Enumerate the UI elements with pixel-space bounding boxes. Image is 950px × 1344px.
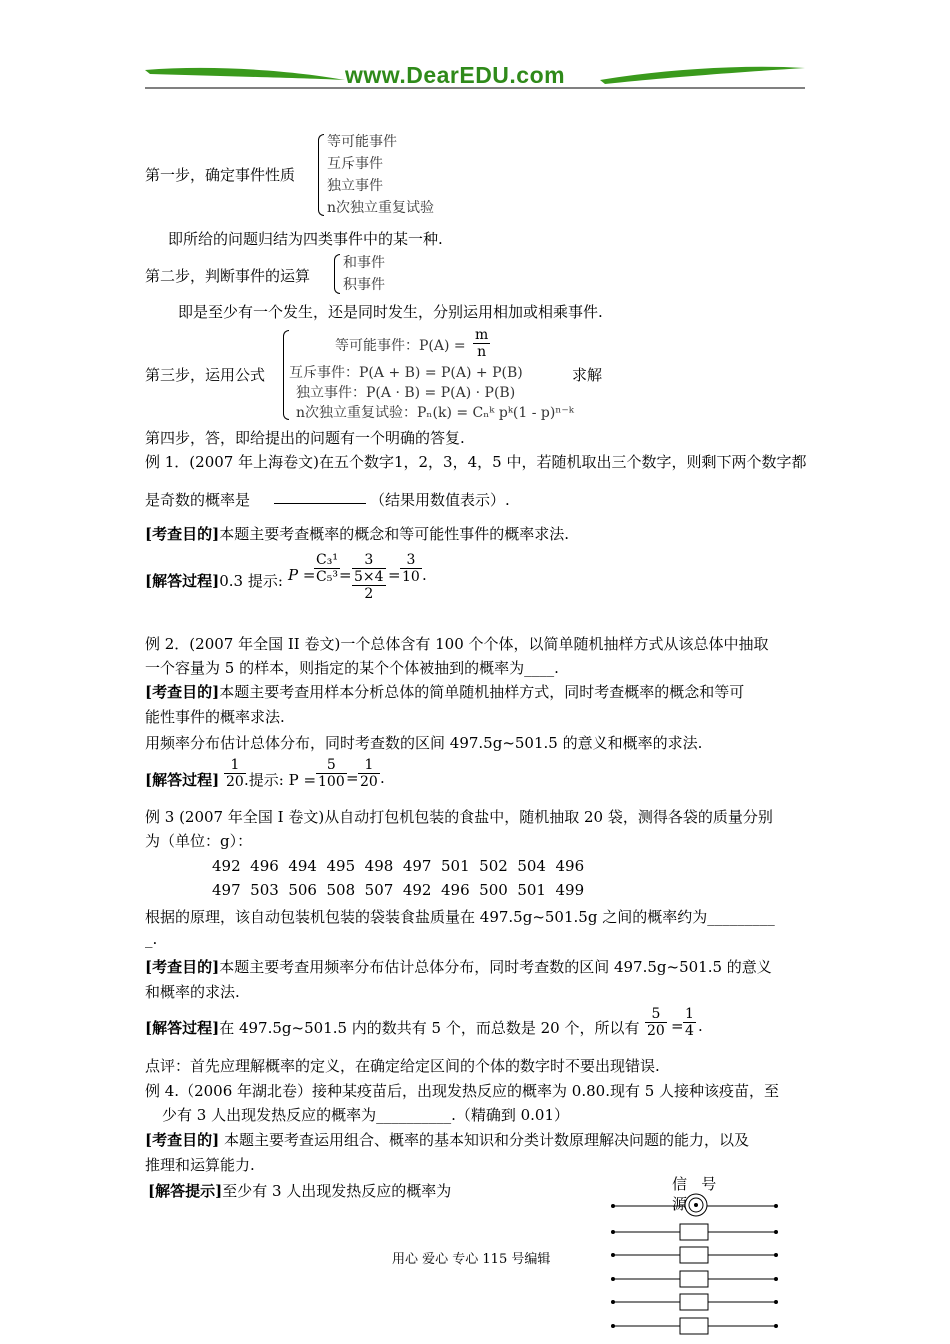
- ex3-data-row2: 497 503 506 508 507 492 496 500 501 499: [212, 881, 585, 899]
- header-logo: [0, 0, 950, 100]
- ex4-purpose-tag: [考查目的]: [145, 1131, 220, 1149]
- ex3-data-row1: 492 496 494 495 498 497 501 502 504 496: [212, 857, 585, 875]
- formula-equal-prob: 等可能事件：P(A) =: [335, 338, 466, 354]
- ex4-line2: 少有 3 人出现发热反应的概率为__________.（精确到 0.01）: [162, 1106, 570, 1124]
- ex1-p-label: P =: [288, 566, 316, 584]
- ex2-hint: .提示: P =: [244, 771, 317, 789]
- ex4-line1: 例 4.（2006 年湖北卷）接种某疫苗后，出现发热反应的概率为 0.80.现有 5 人接种该疫苗，至: [145, 1082, 780, 1100]
- fraction-denominator: 2: [364, 586, 374, 602]
- fraction-numerator: C₃¹: [316, 552, 338, 568]
- step2-item: 和事件: [343, 255, 385, 271]
- period: .: [380, 769, 385, 787]
- equals-sign: =: [339, 566, 352, 584]
- ex1-solve-tag: [解答过程]: [145, 572, 220, 590]
- ex4-purpose1: 本题主要考查运用组合、概率的基本知识和分类计数原理解决问题的能力，以及: [219, 1131, 749, 1149]
- ex4-purpose2: 推理和运算能力.: [145, 1156, 255, 1174]
- fraction-denominator: 10: [402, 569, 420, 585]
- ex3-solve: 在 497.5g~501.5 内的数共有 5 个，而总数是 20 个，所以有: [219, 1019, 640, 1037]
- ex1-purpose-tag: [考查目的]: [145, 525, 220, 543]
- ex3-line1: 例 3 (2007 年全国 I 卷文)从自动打包机包装的食盐中，随机抽取 20 袋，测得各袋的质量分别: [145, 808, 773, 826]
- ex2-line1: 例 2．(2007 年全国 II 卷文)一个总体含有 100 个个体，以简单随机抽样方式从该总体中抽取: [145, 635, 769, 653]
- formula-independent: 独立事件：P(A · B) = P(A) · P(B): [296, 385, 516, 401]
- ex2-purpose-tag: [考查目的]: [145, 683, 220, 701]
- ex3-solve-tag: [解答过程]: [145, 1019, 220, 1037]
- fraction-denominator: 20: [226, 774, 244, 790]
- ex2-answer-frac: [224, 757, 246, 790]
- fraction-numerator: 3: [400, 552, 422, 569]
- fraction-denominator: 20: [360, 774, 378, 790]
- ex1-line2a: 是奇数的概率是: [145, 491, 251, 509]
- formula-fraction-mn: [473, 327, 490, 360]
- ex2-purpose1: 本题主要考查用样本分析总体的简单随机抽样方式，同时考查概率的概念和等可: [219, 683, 745, 701]
- fraction-denominator: C₅³: [316, 569, 338, 585]
- ex3-purpose1: 本题主要考查用频率分布估计总体分布，同时考查数的区间 497.5g~501.5 的意义: [219, 958, 772, 976]
- ex3-frac-b: [683, 1006, 696, 1039]
- ex1-line1: 例 1．(2007 年上海卷文)在五个数字1，2，3，4，5 中，若随机取出三个数字，则剩下两个数字都: [145, 453, 807, 471]
- ex1-answer-blank: [274, 503, 366, 504]
- page-footer: 用心 爱心 专心 115 号编辑: [392, 1252, 551, 1267]
- equals-sign: =: [346, 769, 359, 787]
- ex2-frac-c: [358, 757, 380, 790]
- fraction-denominator: 20: [647, 1023, 665, 1039]
- ex3-line2: 为（单位：g）：: [145, 832, 253, 850]
- equals-sign: =: [671, 1017, 684, 1035]
- ex2-purpose2: 能性事件的概率求法.: [145, 708, 285, 726]
- step2-brace: [334, 254, 340, 294]
- ex2-solve-tag: [解答过程]: [145, 771, 220, 789]
- step3-suffix: 求解: [572, 366, 603, 384]
- ex3-frac-a: [645, 1006, 667, 1039]
- fraction-numerator: 1: [224, 757, 246, 774]
- step1-label: 第一步，确定事件性质: [145, 166, 296, 184]
- period: .: [698, 1017, 703, 1035]
- ex4-solve-tag: [解答提示]: [148, 1182, 223, 1200]
- figure-label-source: 源: [672, 1195, 688, 1213]
- ex2-frac-b: [316, 757, 347, 790]
- ex3-line4: _.: [145, 930, 158, 948]
- ex3-comment: 点评：首先应理解概率的定义，在确定给定区间的个体的数字时不要出现错误.: [145, 1057, 660, 1075]
- ex4-solve: 至少有 3 人出现发热反应的概率为: [222, 1182, 452, 1200]
- ex3-purpose-tag: [考查目的]: [145, 958, 220, 976]
- step1-note: 即所给的问题归结为四类事件中的某一种.: [168, 230, 443, 248]
- fraction-numerator: 1: [685, 1006, 694, 1022]
- figure-label-signal: 信 号: [672, 1175, 717, 1193]
- fraction-denominator: 4: [685, 1023, 694, 1039]
- period: .: [422, 566, 427, 584]
- step1-item: 独立事件: [327, 178, 383, 194]
- fraction-denominator: 100: [318, 774, 345, 790]
- ex3-purpose2: 和概率的求法.: [145, 983, 240, 1001]
- ex1-frac2: [352, 552, 386, 602]
- ex2-line2: 一个容量为 5 的样本，则指定的某个个体被抽到的概率为____.: [145, 659, 559, 677]
- ex1-frac3: [400, 552, 422, 585]
- formula-bernoulli: n次独立重复试验：Pₙ(k) = Cₙᵏ pᵏ(1 - p)ⁿ⁻ᵏ: [296, 405, 574, 421]
- fraction-numerator: 5: [645, 1006, 667, 1023]
- step2-note: 即是至少有一个发生，还是同时发生，分别运用相加或相乘事件.: [178, 303, 603, 321]
- ex1-frac1: [314, 552, 340, 585]
- fraction-denominator: 5×4: [354, 569, 384, 585]
- step1-item: n次独立重复试验: [327, 200, 435, 216]
- step2-item: 积事件: [343, 277, 385, 293]
- fraction-numerator: 5: [316, 757, 347, 774]
- step1-brace: [318, 134, 324, 216]
- step1-item: 互斥事件: [327, 156, 383, 172]
- ex3-line3: 根据的原理，该自动包装机包装的袋装食盐质量在 497.5g~501.5g 之间的概率约为_________: [145, 908, 775, 926]
- ex2-extra: 用频率分布估计总体分布，同时考查数的区间 497.5g~501.5 的意义和概率的求法.: [145, 734, 703, 752]
- fraction-numerator: m: [475, 327, 489, 343]
- step4-label: 第四步，答，即给提出的问题有一个明确的答复.: [145, 429, 465, 447]
- fraction-numerator: 1: [358, 757, 380, 774]
- ex1-line2b: （结果用数值表示）.: [370, 491, 510, 509]
- ex1-solve: 0.3 提示:: [219, 572, 283, 590]
- step2-label: 第二步，判断事件的运算: [145, 267, 311, 285]
- logo-text: www.DearEDU.com: [345, 62, 566, 88]
- fraction-denominator: n: [477, 344, 487, 360]
- step1-item: 等可能事件: [327, 134, 397, 150]
- fraction-numerator: 3: [352, 552, 386, 569]
- ex1-purpose: 本题主要考查概率的概念和等可能性事件的概率求法.: [219, 525, 569, 543]
- signal-network-diagram: [600, 1185, 790, 1344]
- equals-sign: =: [388, 566, 401, 584]
- formula-exclusive: 互斥事件：P(A + B) = P(A) + P(B): [289, 365, 523, 381]
- step3-label: 第三步，运用公式: [145, 366, 266, 384]
